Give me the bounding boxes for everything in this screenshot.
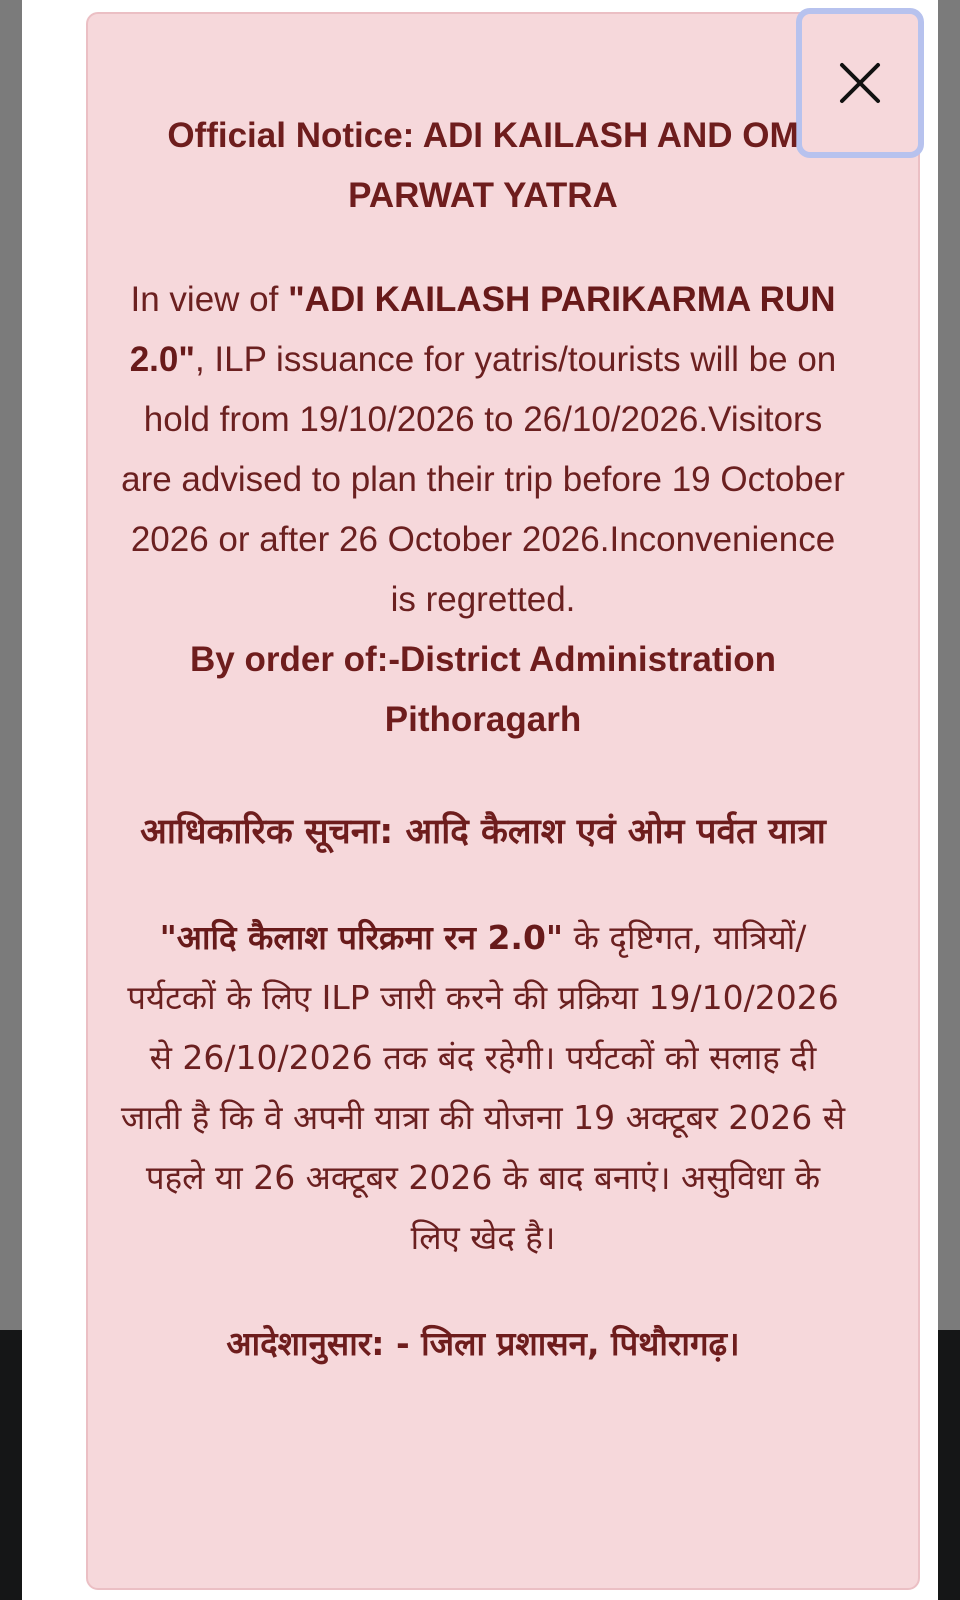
body-prefix: In view of — [130, 280, 289, 319]
body-text-english: , ILP issuance for yatris/tourists will be on hold from 19/10/2026 to 26/10/2026.Visitors are advised to plan their trip before 19 October 2026 or after 26 October 2026.Inconvenience is regretted. — [121, 340, 845, 619]
order-by-english: By order of:-District Administration Pithoragarh — [190, 640, 776, 739]
close-icon — [838, 61, 882, 105]
order-by-hindi: आदेशानुसार: - जिला प्रशासन, पिथौरागढ़। — [226, 1324, 740, 1363]
notice-title-english: Official Notice: ADI KAILASH AND OM PARWAT YATRA — [167, 116, 799, 215]
body-text-hindi: के दृष्टिगत, यात्रियों/पर्यटकों के लिए ILP जारी करने की प्रक्रिया 19/10/2026 से 26/10/2026 तक बंद रहेगी। पर्यटकों को सलाह दी जाती है कि वे अपनी यात्रा की योजना 19 अक्टूबर 2026 से पहले या 26 अक्टूबर 2026 के बाद बनाएं। असुविधा के लिए खेद है। — [120, 918, 846, 1257]
notice-card — [86, 12, 920, 1590]
notice-body-hindi — [118, 908, 848, 1268]
modal-sheet — [22, 0, 938, 1600]
notice-content — [118, 106, 848, 1374]
event-name-hindi: "आदि कैलाश परिक्रमा रन 2.0" — [159, 918, 564, 957]
event-name-english: "ADI KAILASH PARIKARMA RUN 2.0" — [129, 280, 836, 379]
notice-title-hindi: आधिकारिक सूचना: आदि कैलाश एवं ओम पर्वत यात्रा — [140, 812, 826, 852]
notice-body-english — [118, 270, 848, 630]
